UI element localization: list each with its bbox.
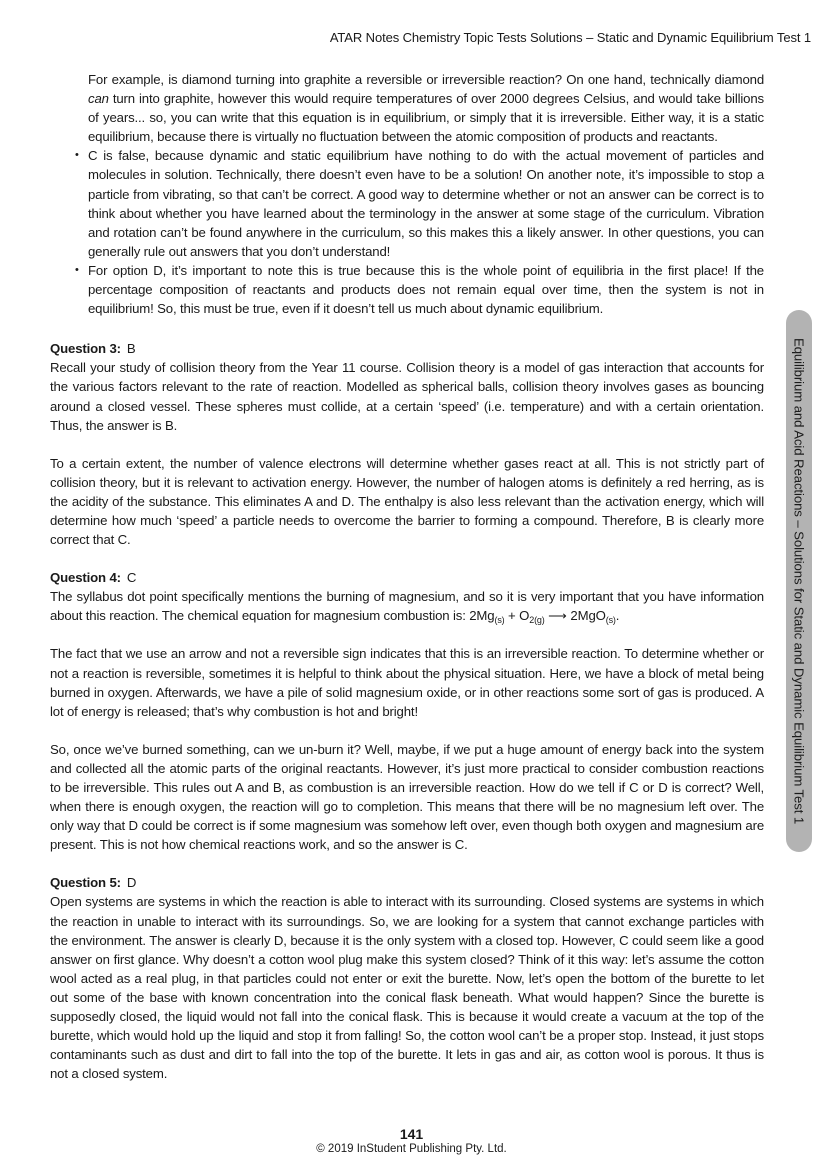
text-run: turn into graphite, however this would require temperatures of over 2000 degrees Celsius, and would take billions of years... so, you can write that this equation is in equilibrium, or simply that it is irreversible. Either way, it is a static equilibrium, because there is virtually no fluctuation between the atomic composition of products and reactants. xyxy=(88,91,764,145)
bullet-icon: • xyxy=(75,149,79,162)
question-3-paragraph-2: To a certain extent, the number of valence electrons will determine whether gases react at all. This is not strictly part of collision theory, but it is relevant to activation energy. However, the number of halogen atoms is definitely a red herring, as is the acidity of the substance. This eliminates A and D. The enthalpy is also less relevant than the activation energy, which will determine how much ‘speed’ a particle needs to overcome the barrier to forming a compound. Therefore, B is clearly more correct that C. xyxy=(50,455,764,548)
running-header: ATAR Notes Chemistry Topic Tests Solutions – Static and Dynamic Equilibrium Test 1 xyxy=(329,30,811,45)
chemical-equation xyxy=(469,608,620,626)
bullet-text: For option D, it’s important to note this is true because this is the whole point of equilibria in the first place! If the percentage composition of reactants and products does not remain equal over time, then the system is not in equilibrium! So, this must be true, even if it doesn’t tell us much about dynamic equilibrium. xyxy=(88,262,764,317)
eq-state: (s) xyxy=(494,615,505,626)
side-tab-label: Equilibrium and Acid Reactions – Solutions for Static and Dynamic Equilibrium Test 1 xyxy=(791,337,807,825)
option-bullet-list xyxy=(50,146,764,318)
question-5-paragraph-1: Open systems are systems in which the reaction is able to interact with its surrounding. Closed systems are systems in which the reaction in unable to interact with its surroundings. So, we are looking for a system that cannot exchange particles with the environment. The answer is clearly D, because it is the only system with a closed top. However, C could seem like a good answer on first glance. Why doesn’t a cotton wool plug make this system closed? Think of it this way: let’s assume the cotton wool acted as a real plug, in that particles could not enter or exit the burette. Now, let’s open the bottom of the burette to let out some of the base with known concentration into the conical flask beneath. What would happen? Since the burette is supposedly closed, the liquid would not fall into the conical flask. This is because it would create a vacuum at the top of the burette, which would hold up the liquid and stop it from falling! So, the cotton wool can’t be a proper stop. Instead, it just stops contaminants such as dust and dirt to fall into the top of the burette. It lets in gas and air, as cotton wool is porous. It thus is not a closed system. xyxy=(50,894,764,1082)
question-4-paragraph-2: So, once we’ve burned something, can we un-burn it? Well, maybe, if we put a huge amount of energy back into the system and collected all the atomic parts of the original reactants. However, it’s just more practical to consider combustion reactions to be irreversible. This rules out A and B, as combustion is an irreversible reaction. How do we tell if C or D is correct? Well, when there is enough oxygen, the reaction will go to completion. This means that there will be no magnesium left over. The only way that D could be correct is if some magnesium was somehow left over, even though both oxygen and magnesium are present. This is not how chemical reactions work, and so the answer is C. xyxy=(50,741,764,853)
question-label: Question 4: xyxy=(50,570,121,586)
italic-emphasis: can xyxy=(88,91,109,107)
question-4-heading xyxy=(50,568,764,587)
eq-term: O xyxy=(519,608,530,624)
eq-term: 2Mg xyxy=(469,608,495,624)
question-3-paragraph-1: Recall your study of collision theory from the Year 11 course. Collision theory is a model of gas interaction that accounts for the various factors relevant to the rate of reaction. Modelled as spherical balls, collision theory involves gases as bouncing around a closed vessel. These spheres must collide, at a certain ‘speed’ (i.e. temperature) and with a certain orientation. Thus, the answer is B. xyxy=(50,360,764,433)
question-answer: D xyxy=(126,875,137,891)
eq-term: 2MgO xyxy=(570,608,606,624)
bullet-item-option-c xyxy=(50,146,764,261)
question-3-heading xyxy=(50,339,764,358)
bullet-text: C is false, because dynamic and static equilibrium have nothing to do with the actual movement of particles and molecules in solution. Technically, there doesn’t even have to be a solution! On another note, it’s impossible to stop a particle from vibrating, so that can’t be correct. A good way to determine whether or not an answer can be correct is to think about whether you have learned about the terminology in the answer at some stage of the curriculum. Vibration and rotation can’t be found anywhere in the curriculum, so this makes this a likely answer. In other questions, you can generally rule out answers that you don’t understand! xyxy=(88,148,764,259)
page-body xyxy=(50,70,764,1083)
copyright-notice: © 2019 InStudent Publishing Pty. Ltd. xyxy=(316,1143,507,1155)
eq-state: 2(g) xyxy=(529,615,545,626)
question-4-intro xyxy=(50,587,764,625)
question-label: Question 3: xyxy=(50,341,121,357)
question-answer: B xyxy=(126,341,136,357)
text-run: For example, is diamond turning into graphite a reversible or irreversible reaction? On one hand, technically diamond xyxy=(88,72,764,87)
bullet-item-option-d xyxy=(50,261,764,318)
page-number: 141 xyxy=(399,1126,424,1142)
eq-state: (s) xyxy=(605,615,616,626)
continuation-paragraph xyxy=(50,70,764,146)
question-5-heading xyxy=(50,873,764,892)
eq-plus: + xyxy=(504,608,520,624)
question-answer: C xyxy=(126,570,137,586)
reaction-arrow-icon: ⟶ xyxy=(544,608,571,624)
bullet-icon: • xyxy=(75,263,79,276)
text-run: The syllabus dot point specifically mentions the burning of magnesium, and so it is very important that you have information about this reaction. The chemical equation for magnesium combustion is: xyxy=(50,589,764,624)
question-4-paragraph-1: The fact that we use an arrow and not a reversible sign indicates that this is an irreversible reaction. To determine whether or not a reaction is reversible, sometimes it is helpful to think about the physical situation. Here, we have a block of metal being burned in oxygen. Afterwards, we have a pile of solid magnesium oxide, or in other reactions some sort of gas is produced. A lot of energy is released; that’s why combustion is hot and bright! xyxy=(50,646,764,719)
question-label: Question 5: xyxy=(50,875,121,891)
chapter-side-tab xyxy=(786,310,812,852)
eq-end: . xyxy=(615,608,620,624)
